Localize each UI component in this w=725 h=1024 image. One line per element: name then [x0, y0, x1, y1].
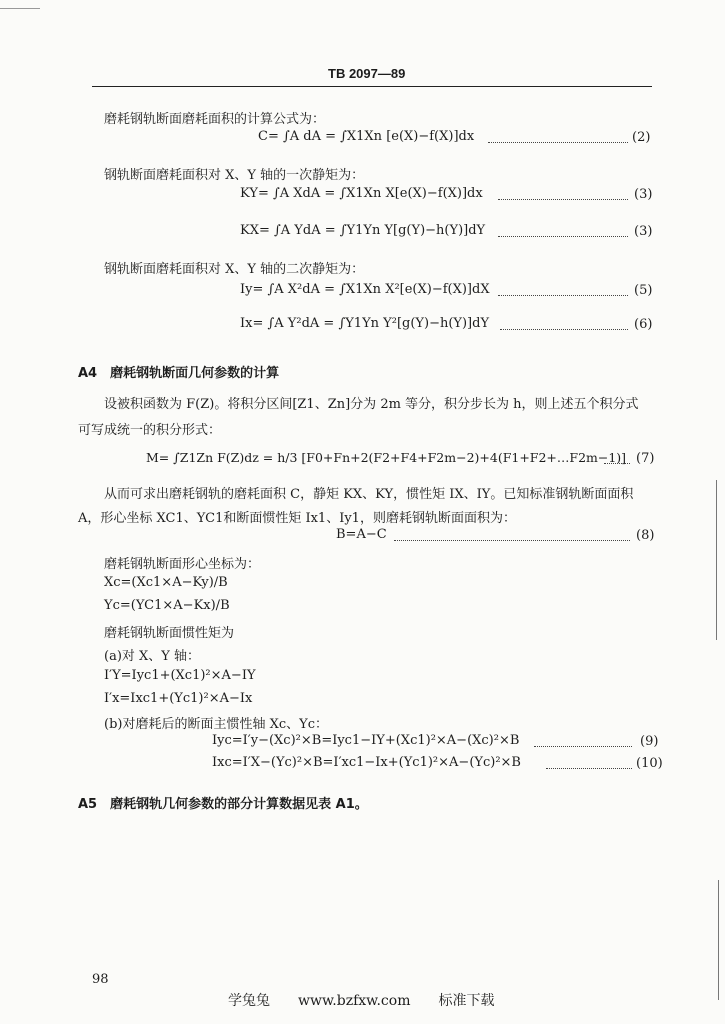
leader-dots [488, 142, 628, 143]
standard-number: TB 2097—89 [328, 66, 406, 81]
formula-7: M= ∫Z1Zn F(Z)dz = h/3 [F0+Fn+2(F2+F4+F2m−2)+4(F1+F2+…F2m−1)] [146, 450, 627, 465]
scan-edge-mark [718, 880, 719, 1000]
section-heading-a4: A4 磨耗钢轨断面几何参数的计算 [78, 366, 280, 381]
equation-number: (6) [634, 317, 653, 332]
equation-number: (10) [636, 756, 663, 771]
paragraph: 可写成统一的积分形式： [78, 423, 222, 438]
leader-dots [498, 199, 628, 200]
paragraph: 钢轨断面磨耗面积对 X、Y 轴的一次静矩为： [104, 168, 365, 183]
page-number: 98 [92, 972, 109, 987]
formula-6: Ix= ∫A Y²dA = ∫Y1Yn Y²[g(Y)−h(Y)]dY [240, 316, 490, 331]
scan-edge-mark [0, 8, 40, 9]
formula-9: Iyc=I′y−(Xc)²×B=Iyc1−IY+(Xc1)²×A−(Xc)²×B [212, 733, 520, 748]
leader-dots [546, 768, 632, 769]
equation-number: (3) [634, 187, 653, 202]
section-heading-a5: A5 磨耗钢轨几何参数的部分计算数据见表 A1。 [78, 797, 368, 812]
equation-number: (5) [634, 283, 653, 298]
formula-ix: I′x=Ixc1+(Yc1)²×A−Ix [104, 691, 253, 706]
formula-yc: Yc=(YC1×A−Kx)/B [104, 598, 230, 613]
equation-number: (7) [636, 451, 655, 466]
paragraph: 从而可求出磨耗钢轨的磨耗面积 C，静矩 KX、KY，惯性矩 IX、IY。已知标准钢轨断面面积 [104, 487, 634, 502]
formula-5: Iy= ∫A X²dA = ∫X1Xn X²[e(X)−f(X)]dX [240, 282, 490, 297]
leader-dots [394, 540, 630, 541]
equation-number: (8) [636, 528, 655, 543]
paragraph: (b)对磨耗后的断面主惯性轴 Xc、Yc： [104, 717, 328, 732]
paragraph: 钢轨断面磨耗面积对 X、Y 轴的二次静矩为： [104, 262, 365, 277]
formula-iy: I′Y=Iyc1+(Xc1)²×A−IY [104, 668, 256, 683]
scan-edge-mark [716, 480, 717, 640]
leader-dots [534, 746, 632, 747]
paragraph: 磨耗钢轨断面磨耗面积的计算公式为： [104, 112, 326, 127]
leader-dots [604, 463, 630, 464]
leader-dots [500, 329, 628, 330]
paragraph: 设被积函数为 F(Z)。将积分区间[Z1、Zn]分为 2m 等分，积分步长为 h，则上述五个积分式 [104, 397, 639, 412]
paragraph: 磨耗钢轨断面形心坐标为： [104, 557, 261, 572]
paragraph: A，形心坐标 XC1、YC1和断面惯性矩 Ix1、Iy1，则磨耗钢轨断面面积为： [78, 511, 516, 526]
paragraph: (a)对 X、Y 轴： [104, 649, 200, 664]
equation-number: (9) [640, 734, 659, 749]
formula-3b: KX= ∫A YdA = ∫Y1Yn Y[g(Y)−h(Y)]dY [240, 223, 486, 238]
formula-3a: KY= ∫A XdA = ∫X1Xn X[e(X)−f(X)]dx [240, 186, 483, 201]
leader-dots [498, 236, 628, 237]
formula-2: C= ∫A dA = ∫X1Xn [e(X)−f(X)]dx [258, 129, 475, 144]
equation-number: (2) [632, 130, 651, 145]
header-rule [92, 86, 652, 87]
equation-number: (3) [634, 224, 653, 239]
paragraph: 磨耗钢轨断面惯性矩为 [104, 626, 235, 641]
formula-8: B=A−C [336, 527, 387, 542]
leader-dots [498, 295, 628, 296]
formula-xc: Xc=(Xc1×A−Ky)/B [104, 575, 228, 590]
watermark: 学兔兔 www.bzfxw.com 标准下载 [228, 993, 495, 1009]
formula-10: Ixc=I′X−(Yc)²×B=I′xc1−Ix+(Yc1)²×A−(Yc)²×B [212, 755, 521, 770]
